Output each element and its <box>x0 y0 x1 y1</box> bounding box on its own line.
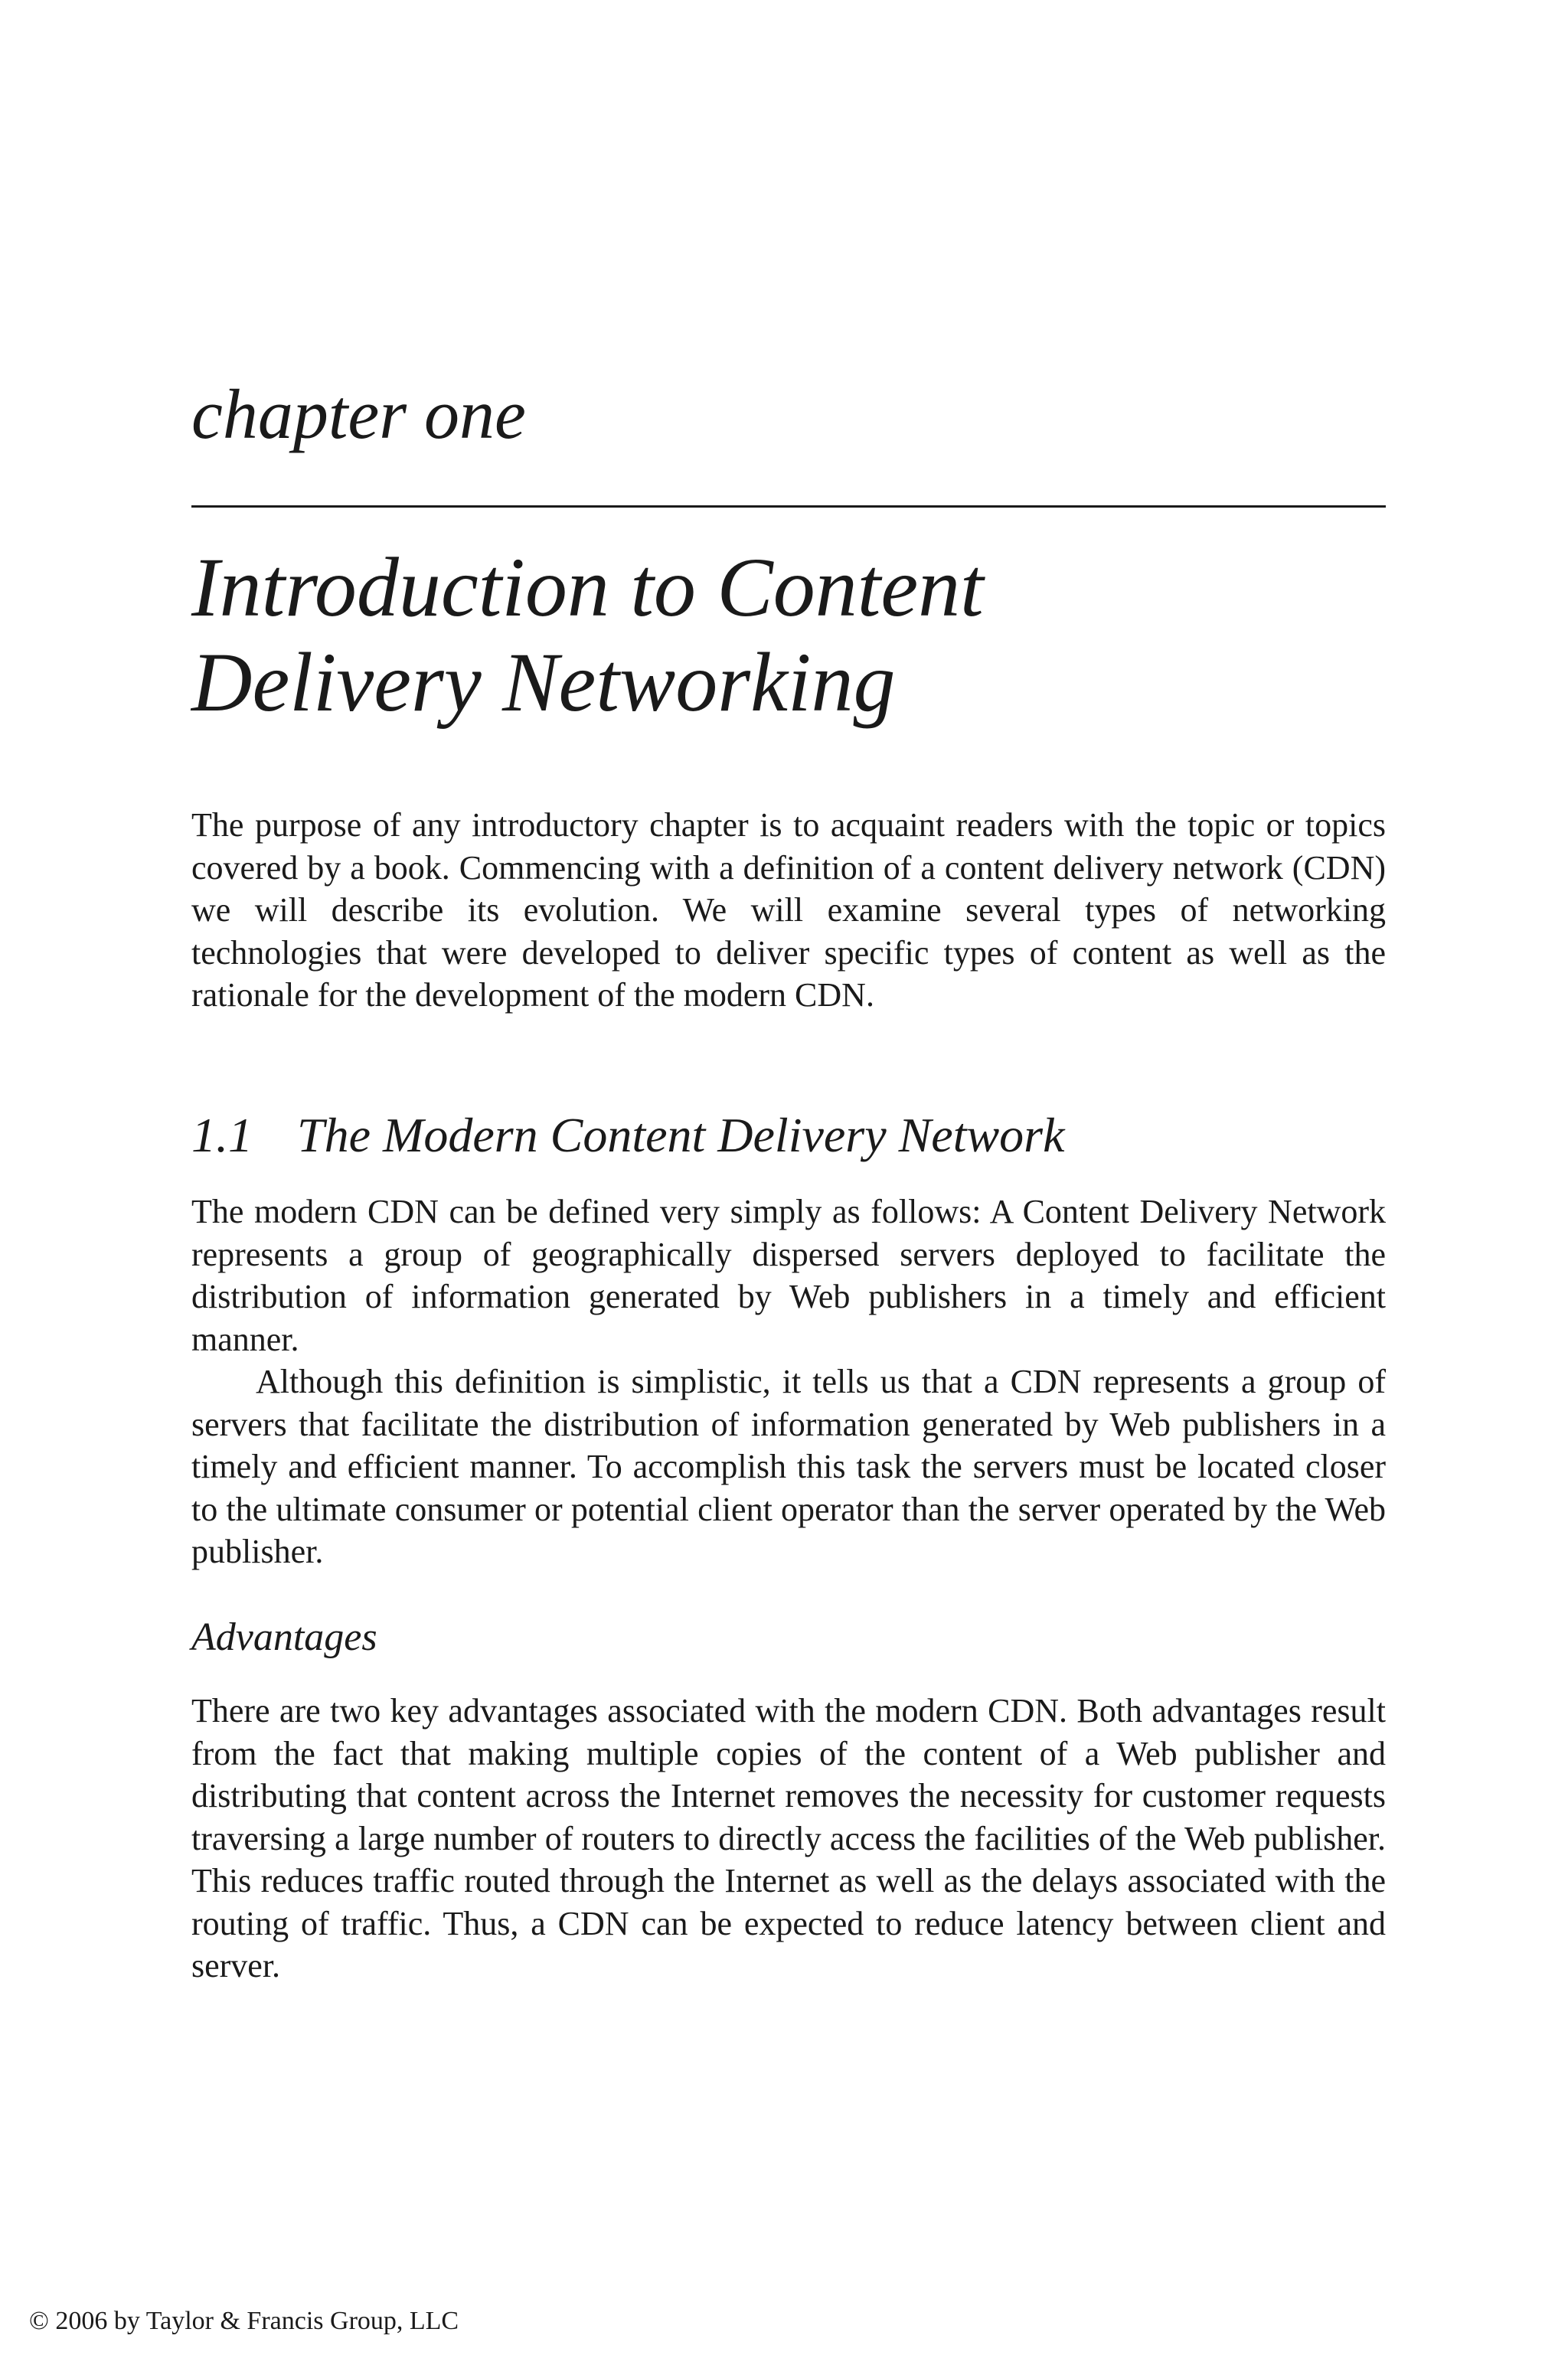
chapter-title <box>191 540 1386 730</box>
section-paragraph-2: Although this definition is simplistic, it tells us that a CDN represents a group of servers that facilitate the distribution of information generated by Web publishers in a timely and efficient manner. To accomplish this task the servers must be located closer to the ultimate consumer or potential client operator than the server operated by the Web publisher. <box>191 1363 1386 1570</box>
chapter-label: chapter one <box>191 375 526 453</box>
section-body <box>191 1191 1386 1573</box>
section-paragraph-1: The modern CDN can be defined very simply as follows: A Content Delivery Network represents a group of geographically dispersed servers deployed to facilitate the distribution of information generated by Web publishers in a timely and efficient manner. <box>191 1193 1386 1358</box>
section-number: 1.1 <box>191 1108 253 1162</box>
advantages-paragraph: There are two key advantages associated with the modern CDN. Both advantages result from the fact that making multiple copies of the content of a Web publisher and distributing that content across the Internet removes the necessity for customer requests traversing a large number of routers to directly access the facilities of the Web publisher. This reduces traffic routed through the Internet as well as the delays associated with the routing of traffic. Thus, a CDN can be expected to reduce latency between client and server. <box>191 1692 1386 1984</box>
advantages-body <box>191 1690 1386 1988</box>
subsection-heading: Advantages <box>191 1615 377 1659</box>
section-title: The Modern Content Delivery Network <box>297 1108 1065 1162</box>
chapter-title-line-1: Introduction to Content <box>191 541 984 634</box>
chapter-title-line-2: Delivery Networking <box>191 635 896 729</box>
section-heading <box>191 1109 1064 1162</box>
intro-paragraph: The purpose of any introductory chapter is to acquaint readers with the topic or topics covered by a book. Commencing with a definition of a content delivery network (CDN) we will describe its evolution. We will examine several types of networking technologies that were developed to deliver specific types of content as well as the rationale for the development of the modern CDN. <box>191 806 1386 1014</box>
copyright-notice: © 2006 by Taylor & Francis Group, LLC <box>29 2307 459 2335</box>
intro-block <box>191 804 1386 1017</box>
chapter-divider <box>191 505 1386 508</box>
